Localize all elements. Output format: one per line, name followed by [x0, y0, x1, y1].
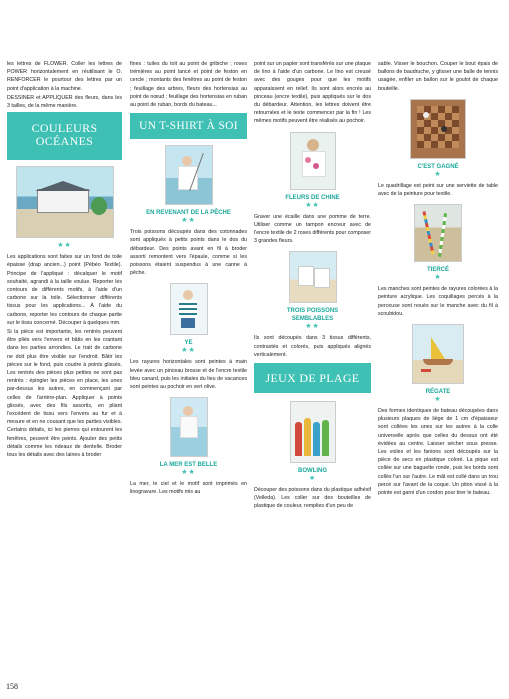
section-banner-tshirt: UN T-SHIRT À SOI	[130, 113, 247, 139]
caption-ye: YE	[184, 340, 193, 347]
section-banner-jeux-de-plage: JEUX DE PLAGE	[254, 363, 371, 393]
caption-bowling: BOWLING	[298, 468, 327, 475]
caption-cest-gagne: C'EST GAGNÉ	[417, 163, 459, 170]
column-3	[254, 60, 371, 512]
boy-striped-shirt-photo	[170, 283, 208, 335]
linocut-continued: point sur un papier sont transférés sur une plaque de lino à l'aide d'un carbone. Le lino est creusé avec des gouges pour que les motifs apparaissent en relief. Ils sont alors encrés au pinceau (encre textile), puis appliqués sur le dos du débardeur. Attention, les lettres doivent être retournées et le texte commencer par la fin ! Les mêmes motifs peuvent être réalisés au pochoir.	[254, 61, 371, 125]
column-4	[378, 60, 498, 498]
checkers-description: Le quadrillage est peint sur une serviette de table avec de la peinture pour textile.	[378, 182, 498, 198]
difficulty-stars: ★★	[305, 323, 320, 331]
difficulty-stars: ★★	[181, 217, 196, 225]
difficulty-stars: ★	[308, 475, 317, 483]
caption-en-revenant-de-la-peche: EN REVENANT DE LA PÊCHE	[146, 210, 231, 217]
striped-shirt-description: Les rayures horizontales sont peintes à main levée avec un pinceau brosse et de l'encre textile bleu canard, puis les initiales du lieu de vacances sont peintes au pochoir en vert olive.	[130, 359, 247, 391]
intro-paragraph: les lettres de FLOWER. Coller les lettres de POWER horizontalement en réutilisant le O. RENFORCER le pourtour des lettres par un point d'application à la machine.	[7, 61, 122, 92]
caption-regate: RÉGATE	[425, 389, 451, 396]
column-1	[7, 60, 122, 460]
shell-sticks-photo	[414, 204, 462, 262]
difficulty-stars: ★★	[57, 242, 72, 250]
difficulty-stars: ★	[434, 274, 442, 282]
page-number: 158	[6, 682, 18, 691]
applique-details: Si la pièce est importante, les rentrés peuvent être pliés vers l'envers et bâtis en les crantant dans les parties arrondies. Le trait de carbone ne doit plus être visible sur l'endroit. Bâtir les pièces sur le fond, puis coudre à points glissés. Les rentrés des pièces plus petites ne sont pas rentrés : épingler les pièces en place, les unes par-dessus les autres, en commençant par celles de l'arrière-plan. Appliquer à points glissés, avec des fils assortis, en pliant l'excédent de tissu vers l'envers au fur et à mesure et en ne cousant que les parties visibles. Certains détails, ici les pierres qui entourent les fenêtres, peuvent être peints. Ajouter des petits détails comme les rideaux de dentelle. Broder tous les détails avec des laines à broder	[7, 329, 122, 459]
difficulty-stars: ★★	[181, 469, 196, 477]
bowling-continued: sable. Visser le bouchon. Couper le bout épais de ballons de baudruche, y glisser une balle de tennis usagée, enfiler un ballon sur le goulot de chaque bouteille.	[378, 61, 498, 92]
instructions-paragraph: DESSINER et APPLIQUER des fleurs, dans les 3 tailles, de la même manière.	[7, 94, 122, 110]
three-fish-description: Ils sont découpés dans 3 tissus différents, contrastés et colorés, puis appliqués alignés verticalement.	[254, 335, 371, 358]
difficulty-stars: ★★	[181, 347, 196, 355]
applique-instructions: Les applications sont faites sur un fond de toile épaisse (drap ancien...) point (Pébéo Textile). Principe de l'appliqué : décalquer le motif souhaité, agrandi à la taille voulue. Reporter les contours de différents motifs, à l'aide d'un carbone sur la toile. Sélectionner différents tissus pour les applications... À l'aide du carbone, reporter les contours de chaque partie sur le tissu concerné. Découper à quelques mm.	[7, 254, 122, 326]
caption-tierce: TIERCÉ	[426, 267, 449, 274]
section-banner-couleurs-oceanes: COULEURS OCÉANES	[7, 112, 122, 160]
fishing-shirt-description: Trois poissons découpés dans des cotonnades sont appliqués à petits points dans le dos du débardeur. Des points avant en fil à broder assorti remontent vers l'épaule, comme si les poissons étaient suspendus à une canne à pêche.	[130, 229, 247, 277]
difficulty-stars: ★★	[305, 201, 320, 209]
girl-flower-shirt-photo	[290, 132, 336, 190]
stamp-flowers-description: Graver une écaille dans une pomme de terre. Utiliser comme un tampon encreur avec de l'encre textile de 2 roses différents pour composer 3 grandes fleurs.	[254, 213, 371, 245]
checkers-board-photo	[410, 99, 466, 159]
difficulty-stars: ★	[434, 396, 442, 404]
embroidered-seaside-photo	[16, 166, 114, 238]
girl-beach-photo	[170, 397, 208, 457]
caption-trois-poissons-line-2: SEMBLABLES	[291, 316, 334, 323]
caption-la-mer-est-belle: LA MER EST BELLE	[159, 462, 218, 469]
embroidery-paragraph: fines : tuiles du toit au point de gribiche ; roses trémières au point lancé et point de feston en cercle ; montants des fenêtres au point de feston ; feuillage des arbres, fleurs des hortensias au point de nœud ; feuillage des hortensias en ruban au point de ruban, bords du bateau...	[130, 61, 247, 109]
cork-boats-photo	[412, 324, 464, 384]
linocut-description: La mer, le ciel et le motif sont imprimés en linogravure. Les motifs mis au	[130, 481, 247, 496]
caption-fleurs-de-chine: FLEURS DE CHINE	[285, 194, 340, 201]
column-2	[130, 60, 247, 498]
cork-boats-description: Des formes identiques de bateau découpées dans plusieurs plaques de liège de 1 cm d'épaisseur sont collées les unes sur les autres à la colle universelle après que celles du dessus ont été évidées au centre. Laisser sécher sous presse. Les voiles et les fanions sont découpés sur la pièce de secs en plastique coloré. La pique est collée sur une baguette ronde, puis les bords sont collés l'un sur l'autre. Le mât est collé dans un trou percé sur l'avant de la coque. Un piton vissé à la pointe est garni d'un cordon pour tirer le bateau.	[378, 408, 498, 497]
difficulty-stars: ★	[434, 170, 442, 178]
bowling-bottles-photo	[290, 401, 336, 463]
shell-sticks-description: Les manches sont peintes de rayures colorées à la peinture acrylique. Les coquillages percés à la perceuse sont noués sur le manche avec du fil à scoubidou.	[378, 286, 498, 317]
caption-trois-poissons-line-1: TROIS POISSONS	[286, 308, 339, 315]
children-fish-shirts-photo	[289, 251, 337, 303]
bowling-description: Découper des poissons dans du plastique adhésif (Velleda). Les coller sur des bouteilles de plastique de couleur, remplies d'un peu de	[254, 487, 371, 510]
girl-fishing-photo	[165, 145, 213, 205]
